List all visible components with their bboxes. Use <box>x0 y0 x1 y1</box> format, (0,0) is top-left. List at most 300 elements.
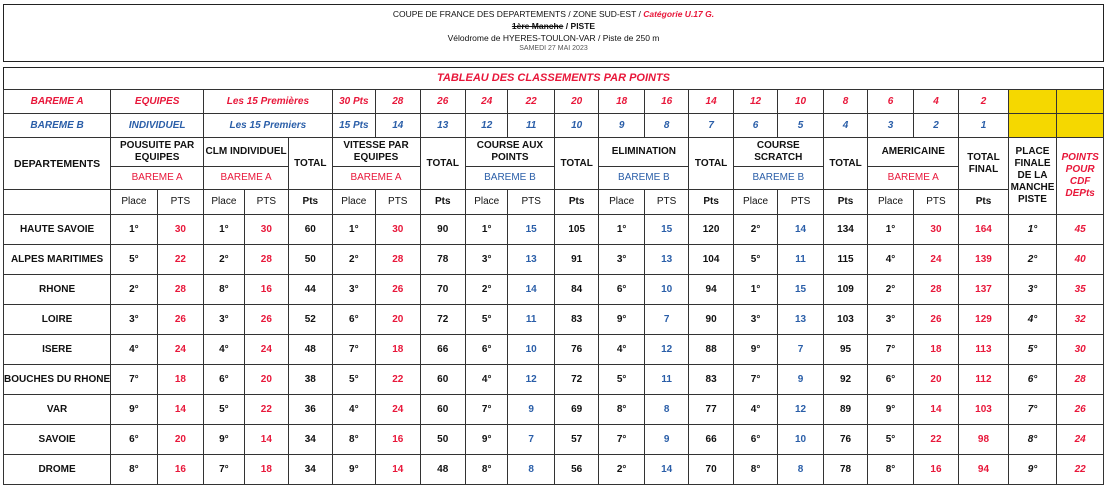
cell-pts: 10 <box>644 275 688 305</box>
cell-total: 60 <box>420 395 465 425</box>
cell-pts: 12 <box>508 365 555 395</box>
bareme-b-pt: 1 <box>959 114 1009 138</box>
table-row <box>4 365 1104 395</box>
bareme-a-pt: 2 <box>959 90 1009 114</box>
cell-total: 109 <box>823 275 867 305</box>
cell-total: 72 <box>554 365 598 395</box>
cell-points-cdf: 45 <box>1057 215 1104 245</box>
cell-pts: 28 <box>376 245 420 275</box>
cell-place: 3° <box>465 245 507 275</box>
cell-pts: 15 <box>778 275 823 305</box>
cell-place: 7° <box>465 395 507 425</box>
cell-total: 90 <box>420 215 465 245</box>
table-row <box>4 425 1104 455</box>
bareme-tag: BAREME A <box>111 167 204 190</box>
cell-place: 9° <box>204 425 244 455</box>
bareme-b-pt: 15 Pts <box>332 114 375 138</box>
subheader-pts: PTS <box>778 190 823 215</box>
cell-pts: 30 <box>376 215 420 245</box>
subheader-pts-total: Pts <box>420 190 465 215</box>
bareme-a-pt: 16 <box>644 90 688 114</box>
cell-place: 4° <box>204 335 244 365</box>
cell-total: 78 <box>823 455 867 485</box>
col-total: TOTAL <box>420 138 465 190</box>
cell-place: 1° <box>868 215 913 245</box>
cell-place-finale: 5° <box>1008 335 1057 365</box>
cell-place: 1° <box>599 215 644 245</box>
cell-place: 8° <box>868 455 913 485</box>
cell-pts: 22 <box>376 365 420 395</box>
manche-label: 1ère Manche <box>511 21 564 31</box>
cell-pts: 22 <box>244 395 288 425</box>
cell-place: 8° <box>111 455 158 485</box>
bareme-b-pt: 6 <box>733 114 777 138</box>
table-body <box>4 215 1104 485</box>
cell-total: 105 <box>554 215 598 245</box>
cell-pts: 14 <box>244 425 288 455</box>
cell-place: 6° <box>599 275 644 305</box>
col-points-cdf: POINTS POUR CDF DEPts <box>1057 138 1104 215</box>
cell-place: 2° <box>332 245 375 275</box>
cell-pts: 28 <box>157 275 204 305</box>
bareme-b-row <box>4 114 1104 138</box>
cell-pts: 8 <box>508 455 555 485</box>
cell-pts: 9 <box>778 365 823 395</box>
cell-place: 5° <box>465 305 507 335</box>
venue-label: Vélodrome de HYERES-TOULON-VAR / Piste de 250 m <box>447 33 660 43</box>
cell-total: 76 <box>554 335 598 365</box>
cell-pts: 30 <box>913 215 958 245</box>
cell-place: 5° <box>868 425 913 455</box>
cell-place-finale: 8° <box>1008 425 1057 455</box>
cell-place: 3° <box>733 305 777 335</box>
results-sheet <box>3 4 1104 485</box>
cell-place: 1° <box>204 215 244 245</box>
table-row <box>4 245 1104 275</box>
cell-place: 2° <box>111 275 158 305</box>
cell-total-final: 98 <box>959 425 1009 455</box>
bareme-a-range: Les 15 Premières <box>204 90 332 114</box>
bareme-header-row <box>4 167 1104 190</box>
col-total: TOTAL <box>689 138 733 190</box>
cell-total: 104 <box>689 245 733 275</box>
cell-place: 4° <box>332 395 375 425</box>
bareme-a-pt: 18 <box>599 90 644 114</box>
subheader-place: Place <box>599 190 644 215</box>
table-row <box>4 275 1104 305</box>
cell-pts: 7 <box>508 425 555 455</box>
cell-place: 8° <box>332 425 375 455</box>
bareme-b-pt: 7 <box>689 114 733 138</box>
column-header-row <box>4 138 1104 167</box>
subheader-pts: PTS <box>244 190 288 215</box>
cell-pts: 28 <box>244 245 288 275</box>
bareme-b-pt: 4 <box>823 114 867 138</box>
col-departements: DEPARTEMENTS <box>4 138 111 190</box>
bareme-a-pt: 14 <box>689 90 733 114</box>
cell-place-finale: 2° <box>1008 245 1057 275</box>
cell-place-finale: 1° <box>1008 215 1057 245</box>
subheader-place: Place <box>465 190 507 215</box>
cell-place: 7° <box>204 455 244 485</box>
cell-total: 34 <box>289 455 333 485</box>
cell-points-cdf: 32 <box>1057 305 1104 335</box>
date-label: SAMEDI 27 MAI 2023 <box>519 45 588 52</box>
cell-total: 50 <box>420 425 465 455</box>
cell-total: 94 <box>689 275 733 305</box>
cell-place-finale: 9° <box>1008 455 1057 485</box>
cell-total: 134 <box>823 215 867 245</box>
bareme-a-pt: 12 <box>733 90 777 114</box>
col-elimination: ELIMINATION <box>599 138 689 167</box>
table-title: TABLEAU DES CLASSEMENTS PAR POINTS <box>3 67 1104 89</box>
cell-place: 4° <box>465 365 507 395</box>
cell-total: 57 <box>554 425 598 455</box>
cell-place: 2° <box>733 215 777 245</box>
document-header <box>3 4 1104 62</box>
cell-place: 4° <box>733 395 777 425</box>
cell-pts: 30 <box>157 215 204 245</box>
cell-place-finale: 4° <box>1008 305 1057 335</box>
department-name: SAVOIE <box>4 425 111 455</box>
cell-pts: 20 <box>913 365 958 395</box>
cell-total: 90 <box>689 305 733 335</box>
cell-place: 9° <box>733 335 777 365</box>
bareme-a-pt: 8 <box>823 90 867 114</box>
cell-total: 77 <box>689 395 733 425</box>
table-row <box>4 455 1104 485</box>
yellow-cell <box>1008 114 1057 138</box>
subheader-pts: PTS <box>644 190 688 215</box>
subheader-pts-total: Pts <box>689 190 733 215</box>
cell-total: 34 <box>289 425 333 455</box>
cell-place: 1° <box>111 215 158 245</box>
bareme-b-pt: 8 <box>644 114 688 138</box>
bareme-b-pt: 13 <box>420 114 465 138</box>
cell-total-final: 129 <box>959 305 1009 335</box>
cell-place: 7° <box>332 335 375 365</box>
cell-pts: 8 <box>778 455 823 485</box>
bareme-a-pt: 30 Pts <box>332 90 375 114</box>
bareme-b-pt: 9 <box>599 114 644 138</box>
cell-total: 83 <box>554 305 598 335</box>
cell-total: 50 <box>289 245 333 275</box>
bareme-tag: BAREME B <box>733 167 823 190</box>
cell-pts: 12 <box>778 395 823 425</box>
cell-place: 8° <box>733 455 777 485</box>
cell-pts: 24 <box>376 395 420 425</box>
bareme-a-pt: 24 <box>465 90 507 114</box>
table-row <box>4 215 1104 245</box>
cell-place: 3° <box>599 245 644 275</box>
cell-pts: 20 <box>157 425 204 455</box>
cell-place: 1° <box>332 215 375 245</box>
bareme-a-pt: 10 <box>778 90 823 114</box>
cell-pts: 14 <box>157 395 204 425</box>
subheader-place: Place <box>204 190 244 215</box>
department-name: RHONE <box>4 275 111 305</box>
bareme-tag: BAREME B <box>465 167 554 190</box>
subheader-pts-total: Pts <box>959 190 1009 215</box>
bareme-b-pt: 10 <box>554 114 598 138</box>
department-name: DROME <box>4 455 111 485</box>
cell-pts: 14 <box>778 215 823 245</box>
cell-pts: 22 <box>157 245 204 275</box>
cell-pts: 24 <box>244 335 288 365</box>
department-name: VAR <box>4 395 111 425</box>
cell-pts: 16 <box>376 425 420 455</box>
cell-place: 5° <box>332 365 375 395</box>
cell-place-finale: 6° <box>1008 365 1057 395</box>
cell-pts: 24 <box>913 245 958 275</box>
cell-pts: 26 <box>157 305 204 335</box>
cell-place: 3° <box>868 305 913 335</box>
cell-pts: 8 <box>644 395 688 425</box>
subheader-pts-total: Pts <box>554 190 598 215</box>
col-course-points: COURSE AUX POINTS <box>465 138 554 167</box>
subheader-place: Place <box>111 190 158 215</box>
cell-pts: 12 <box>644 335 688 365</box>
cell-pts: 10 <box>508 335 555 365</box>
cell-place: 6° <box>733 425 777 455</box>
bareme-b-type: INDIVIDUEL <box>111 114 204 138</box>
cell-pts: 16 <box>913 455 958 485</box>
cell-place: 2° <box>204 245 244 275</box>
cell-points-cdf: 30 <box>1057 335 1104 365</box>
cell-total-final: 113 <box>959 335 1009 365</box>
cell-place: 4° <box>868 245 913 275</box>
cell-total: 60 <box>289 215 333 245</box>
cell-place: 5° <box>733 245 777 275</box>
cell-pts: 18 <box>244 455 288 485</box>
bareme-b-pt: 14 <box>376 114 420 138</box>
cell-total-final: 164 <box>959 215 1009 245</box>
cell-points-cdf: 22 <box>1057 455 1104 485</box>
department-name: LOIRE <box>4 305 111 335</box>
cell-pts: 16 <box>244 275 288 305</box>
cell-place: 1° <box>733 275 777 305</box>
bareme-b-label: BAREME B <box>4 114 111 138</box>
cell-place: 5° <box>599 365 644 395</box>
bareme-b-pt: 12 <box>465 114 507 138</box>
cell-pts: 30 <box>244 215 288 245</box>
cell-place: 5° <box>111 245 158 275</box>
col-total-final: TOTAL FINAL <box>959 138 1009 190</box>
cell-points-cdf: 28 <box>1057 365 1104 395</box>
cell-total: 84 <box>554 275 598 305</box>
col-total: TOTAL <box>554 138 598 190</box>
cell-total: 89 <box>823 395 867 425</box>
col-americaine: AMERICAINE <box>868 138 959 167</box>
cell-place: 6° <box>204 365 244 395</box>
cell-total: 83 <box>689 365 733 395</box>
cell-total: 56 <box>554 455 598 485</box>
department-name: BOUCHES DU RHONE <box>4 365 111 395</box>
cell-total-final: 94 <box>959 455 1009 485</box>
cell-total: 91 <box>554 245 598 275</box>
cell-pts: 16 <box>157 455 204 485</box>
bareme-b-pt: 2 <box>913 114 958 138</box>
cell-total-final: 137 <box>959 275 1009 305</box>
cell-pts: 26 <box>244 305 288 335</box>
cell-pts: 13 <box>644 245 688 275</box>
cell-total-final: 139 <box>959 245 1009 275</box>
cell-pts: 15 <box>644 215 688 245</box>
cell-total: 76 <box>823 425 867 455</box>
cell-total: 52 <box>289 305 333 335</box>
subheader-row <box>4 190 1104 215</box>
cell-total: 70 <box>689 455 733 485</box>
cell-pts: 18 <box>157 365 204 395</box>
cell-pts: 22 <box>913 425 958 455</box>
subheader-place: Place <box>733 190 777 215</box>
cell-place: 4° <box>599 335 644 365</box>
col-scratch: COURSE SCRATCH <box>733 138 823 167</box>
subheader-pts: PTS <box>508 190 555 215</box>
cell-place: 3° <box>111 305 158 335</box>
cell-place: 1° <box>465 215 507 245</box>
cell-place: 9° <box>868 395 913 425</box>
cell-total: 66 <box>689 425 733 455</box>
yellow-cell <box>1057 90 1104 114</box>
cell-place: 7° <box>733 365 777 395</box>
yellow-cell <box>1057 114 1104 138</box>
cell-points-cdf: 35 <box>1057 275 1104 305</box>
cell-points-cdf: 40 <box>1057 245 1104 275</box>
bareme-a-pt: 26 <box>420 90 465 114</box>
cell-pts: 14 <box>508 275 555 305</box>
bareme-a-type: EQUIPES <box>111 90 204 114</box>
cell-place: 7° <box>111 365 158 395</box>
cell-pts: 15 <box>508 215 555 245</box>
discipline-label: PISTE <box>570 21 596 31</box>
subheader-place: Place <box>868 190 913 215</box>
bareme-a-row <box>4 90 1104 114</box>
cell-pts: 26 <box>376 275 420 305</box>
subheader-pts-total: Pts <box>289 190 333 215</box>
cell-pts: 13 <box>508 245 555 275</box>
cell-place: 8° <box>465 455 507 485</box>
cell-place: 9° <box>332 455 375 485</box>
cell-total: 66 <box>420 335 465 365</box>
cell-pts: 9 <box>508 395 555 425</box>
yellow-cell <box>1008 90 1057 114</box>
cell-place: 4° <box>111 335 158 365</box>
cell-place: 8° <box>599 395 644 425</box>
cell-pts: 10 <box>778 425 823 455</box>
cell-pts: 14 <box>376 455 420 485</box>
col-total: TOTAL <box>823 138 867 190</box>
cell-pts: 18 <box>376 335 420 365</box>
bareme-a-pt: 28 <box>376 90 420 114</box>
cell-pts: 28 <box>913 275 958 305</box>
bareme-tag: BAREME A <box>204 167 289 190</box>
subheader-empty <box>4 190 111 215</box>
cell-place: 6° <box>465 335 507 365</box>
cell-place: 3° <box>204 305 244 335</box>
cell-total: 70 <box>420 275 465 305</box>
subheader-pts-total: Pts <box>823 190 867 215</box>
cell-total: 103 <box>823 305 867 335</box>
cell-pts: 20 <box>244 365 288 395</box>
cell-total: 36 <box>289 395 333 425</box>
cell-pts: 18 <box>913 335 958 365</box>
cell-pts: 11 <box>644 365 688 395</box>
cell-place: 9° <box>111 395 158 425</box>
bareme-a-pt: 4 <box>913 90 958 114</box>
cell-total-final: 103 <box>959 395 1009 425</box>
cell-pts: 11 <box>508 305 555 335</box>
table-row <box>4 305 1104 335</box>
cell-total: 115 <box>823 245 867 275</box>
cell-total: 120 <box>689 215 733 245</box>
subheader-pts: PTS <box>376 190 420 215</box>
department-name: ALPES MARITIMES <box>4 245 111 275</box>
cell-pts: 9 <box>644 425 688 455</box>
cell-place: 6° <box>111 425 158 455</box>
cell-points-cdf: 26 <box>1057 395 1104 425</box>
cell-total: 69 <box>554 395 598 425</box>
department-name: HAUTE SAVOIE <box>4 215 111 245</box>
cell-pts: 11 <box>778 245 823 275</box>
cell-place-finale: 7° <box>1008 395 1057 425</box>
bareme-b-range: Les 15 Premiers <box>204 114 332 138</box>
cell-pts: 7 <box>778 335 823 365</box>
department-name: ISERE <box>4 335 111 365</box>
subheader-pts: PTS <box>913 190 958 215</box>
cell-place: 9° <box>599 305 644 335</box>
cell-total: 60 <box>420 365 465 395</box>
cell-points-cdf: 24 <box>1057 425 1104 455</box>
col-clm: CLM INDIVIDUEL <box>204 138 289 167</box>
col-vitesse: VITESSE PAR EQUIPES <box>332 138 420 167</box>
cell-place: 7° <box>599 425 644 455</box>
cell-total-final: 112 <box>959 365 1009 395</box>
cell-total: 44 <box>289 275 333 305</box>
bareme-a-label: BAREME A <box>4 90 111 114</box>
cell-pts: 20 <box>376 305 420 335</box>
cell-pts: 24 <box>157 335 204 365</box>
cell-place: 3° <box>332 275 375 305</box>
cell-pts: 14 <box>913 395 958 425</box>
cell-place: 2° <box>868 275 913 305</box>
cell-pts: 7 <box>644 305 688 335</box>
cell-total: 92 <box>823 365 867 395</box>
cell-total: 38 <box>289 365 333 395</box>
cell-place: 8° <box>204 275 244 305</box>
table-row <box>4 335 1104 365</box>
cell-place: 7° <box>868 335 913 365</box>
cell-pts: 14 <box>644 455 688 485</box>
cell-place-finale: 3° <box>1008 275 1057 305</box>
bareme-b-pt: 5 <box>778 114 823 138</box>
cell-place: 2° <box>599 455 644 485</box>
bareme-a-pt: 22 <box>508 90 555 114</box>
bareme-tag: BAREME B <box>599 167 689 190</box>
ranking-table <box>3 89 1104 485</box>
bareme-a-pt: 20 <box>554 90 598 114</box>
col-total: TOTAL <box>289 138 333 190</box>
category-label: Catégorie U.17 G. <box>643 9 715 19</box>
manche-separator: / <box>565 21 569 31</box>
cell-place: 5° <box>204 395 244 425</box>
bareme-b-pt: 3 <box>868 114 913 138</box>
subheader-place: Place <box>332 190 375 215</box>
bareme-tag: BAREME A <box>868 167 959 190</box>
subheader-pts: PTS <box>157 190 204 215</box>
cell-total: 48 <box>289 335 333 365</box>
cell-pts: 13 <box>778 305 823 335</box>
